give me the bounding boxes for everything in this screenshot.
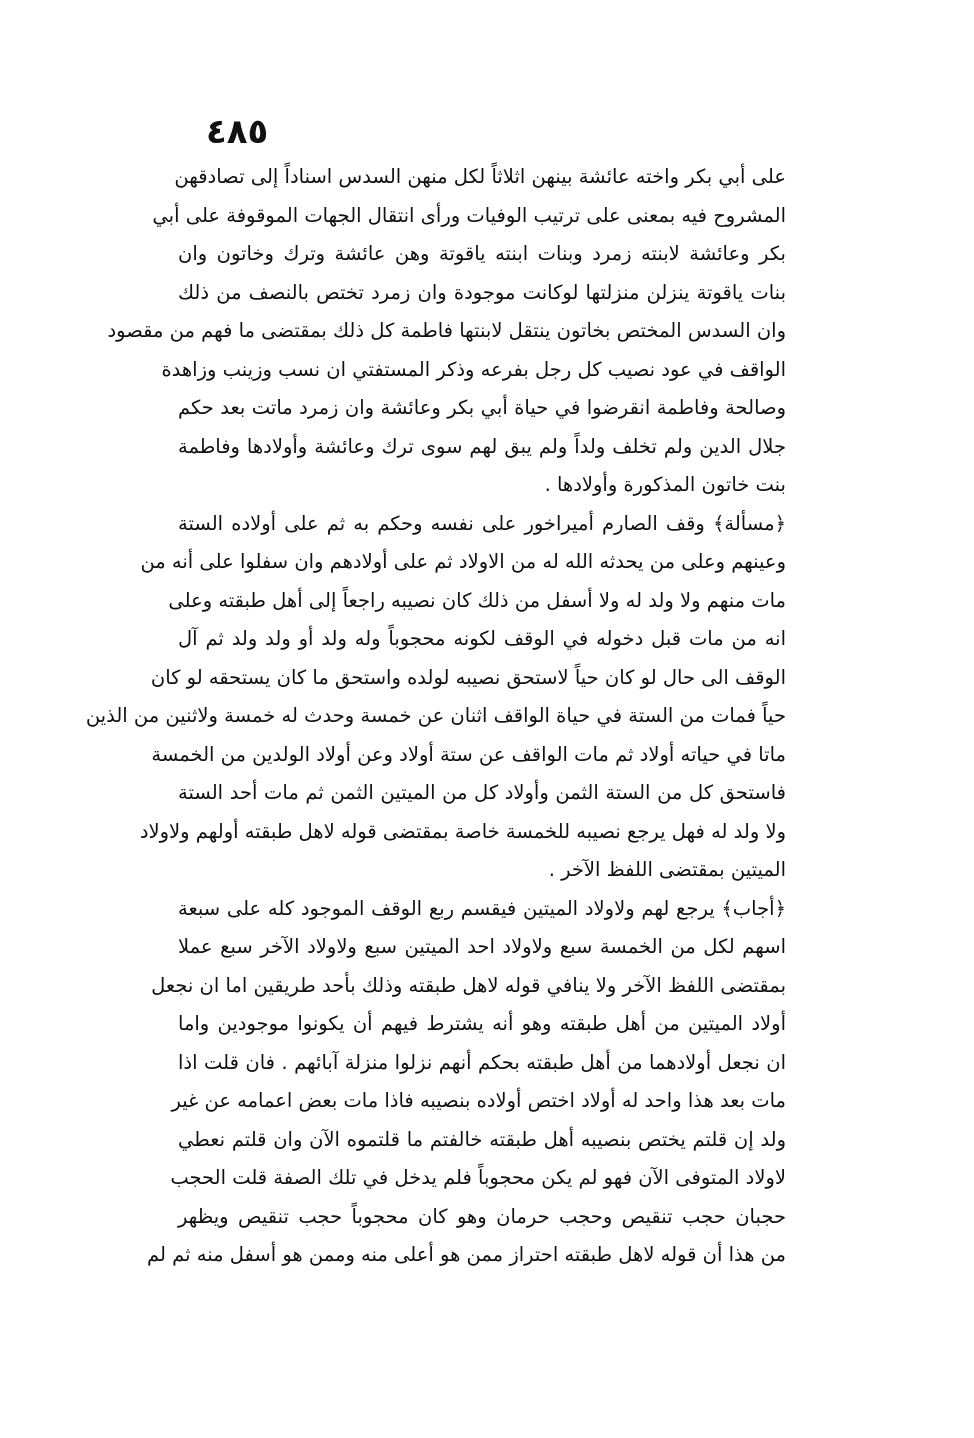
text-line: فاستحق كل من الستة الثمن وأولاد كل من الميتين الثمن ثم مات أحد الستة — [178, 781, 786, 804]
text-line: ان نجعل أولادهما من أهل طبقته بحكم أنهم نزلوا منزلة آبائهم . فان قلت اذا — [178, 1050, 786, 1074]
text-line: على أبي بكر واخته عائشة بينهن اثلاثاً لكل منهن السدس اسناداً إلى تصادقهن — [174, 165, 786, 188]
text-line: الوقف الى حال لو كان حياً لاستحق نصيبه لولده واستحق ما كان يستحقه لو كان — [150, 665, 786, 689]
text-line: بنت خاتون المذكورة وأولادها . — [544, 473, 786, 496]
text-line: ﴿مسألة﴾ وقف الصارم أميراخور على نفسه وحكم به ثم على أولاده الستة — [178, 511, 786, 535]
text-line: وعينهم وعلى من يحدثه الله له من الاولاد ثم على أولادهم وان سفلوا على أنه من — [140, 550, 786, 573]
text-line: الواقف في عود نصيب كل رجل بفرعه وذكر المستفتي ان نسب وزينب وزاهدة — [161, 357, 786, 381]
text-line: بكر وعائشة لابنته زمرد وبنات ابنته ياقوتة وهن عائشة وترك وخاتون وان — [178, 242, 786, 265]
text-line: مات بعد هذا واحد له أولاد اختص أولاده بنصيبه فاذا مات بعض اعمامه عن غير — [171, 1089, 786, 1112]
text-line: اسهم لكل من الخمسة سبع ولاولاد احد الميتين سبع ولاولاد الآخر سبع عملا — [178, 935, 786, 958]
body-text — [85, 158, 786, 1275]
text-line: بنات ياقوتة ينزلن منزلتها لوكانت موجودة وان زمرد تختص بالنصف من ذلك — [178, 280, 786, 304]
text-line: حجبان حجب تنقيص وحجب حرمان وهو كان محجوباً حجب تنقيص ويظهر — [178, 1204, 786, 1228]
text-line: مات منهم ولا ولد له ولا أسفل من ذلك كان نصيبه راجعاً إلى أهل طبقته وعلى — [168, 588, 786, 612]
paragraph-1 — [107, 158, 786, 505]
text-line: أولاد الميتين من أهل طبقته وهو أنه يشترط فيهم أن يكونوا موجودين واما — [178, 1012, 786, 1035]
text-line: الميتين بمقتضى اللفظ الآخر . — [548, 858, 786, 881]
text-line: ﴿أجاب﴾ يرجع لهم ولاولاد الميتين فيقسم ربع الوقف الموجود كله على سبعة — [178, 896, 786, 920]
text-line: ولد إن قلتم يختص بنصيبه أهل طبقته خالفتم ما قلتموه الآن وان قلتم نعطي — [178, 1127, 786, 1151]
text-line: حياً فمات من الستة في حياة الواقف اثنان عن خمسة وحدث له خمسة ولاثنين من الذين — [85, 704, 786, 727]
text-line: لاولاد المتوفى الآن فهو لم يكن محجوباً فلم يدخل في تلك الصفة قلت الحجب — [170, 1166, 786, 1189]
text-line: المشروح فيه بمعنى على ترتيب الوفيات ورأى انتقال الجهات الموقوفة على أبي — [152, 203, 786, 227]
paragraph-3 — [147, 890, 786, 1275]
text-line: ماتا في حياته أولاد ثم مات الواقف عن ستة أولاد وعن أولاد الولدين من الخمسة — [151, 742, 786, 766]
text-line: ولا ولد له فهل يرجع نصيبه للخمسة خاصة بمقتضى قوله لاهل طبقته أولهم ولاولاد — [139, 819, 786, 843]
text-line: وان السدس المختص بخاتون ينتقل لابنتها فاطمة كل ذلك بمقتضى ما فهم من مقصود — [107, 319, 786, 342]
page-number: ٤٨٥ — [206, 112, 269, 152]
text-line: جلال الدين ولم تخلف ولداً ولم يبق لهم سوى ترك وعائشة وأولادها وفاطمة — [178, 434, 786, 458]
text-line: من هذا أن قوله لاهل طبقته احتراز ممن هو أعلى منه وممن هو أسفل منه ثم لم — [147, 1243, 786, 1266]
text-line: انه من مات قبل دخوله في الوقف لكونه محجوباً وله ولد أو ولد ولد ثم آل — [178, 627, 786, 650]
text-line: بمقتضى اللفظ الآخر ولا ينافي قوله لاهل طبقته وذلك بأحد طريقين اما ان نجعل — [151, 973, 786, 997]
paragraph-2 — [85, 505, 786, 890]
text-line: وصالحة وفاطمة انقرضوا في حياة أبي بكر وعائشة وان زمرد ماتت بعد حكم — [178, 396, 786, 419]
